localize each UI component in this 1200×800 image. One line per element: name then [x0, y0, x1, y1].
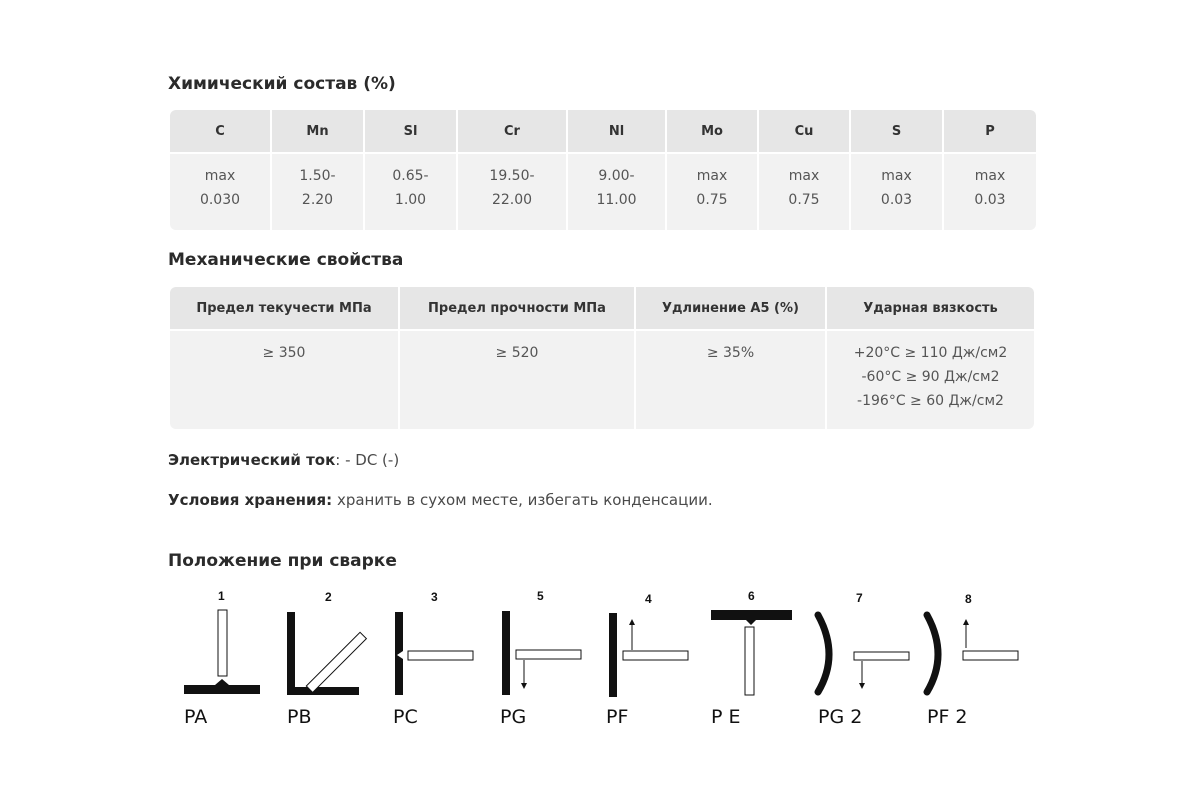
col-header-ni: Nl: [568, 110, 665, 152]
position-pf-icon: [606, 592, 688, 728]
value-mn: [272, 154, 363, 230]
value-line: 1.50-: [299, 168, 336, 184]
position-code: PF: [606, 706, 629, 728]
value-impact: [827, 331, 1034, 429]
chemical-title: Химический состав (%): [168, 74, 396, 94]
value-line: 9.00-: [598, 168, 635, 184]
position-pb-icon: [287, 590, 366, 728]
position-number: 2: [325, 590, 332, 604]
value-line: 11.00: [596, 192, 637, 208]
position-code: P E: [711, 706, 741, 728]
value-s: [851, 154, 942, 230]
col-header-mn: Mn: [272, 110, 363, 152]
position-pg-icon: [500, 589, 581, 728]
value-line: 0.03: [974, 192, 1006, 208]
col-header-tensile: Предел прочности МПа: [400, 287, 634, 329]
position-code: PC: [393, 706, 418, 728]
mechanical-title: Механические свойства: [168, 250, 404, 270]
position-number: 6: [748, 589, 755, 603]
impact-line: -60°C ≥ 90 Дж/см2: [861, 369, 1000, 385]
position-code: PG 2: [818, 706, 863, 728]
position-code: PB: [287, 706, 312, 728]
value-yield: ≥ 350: [170, 331, 398, 429]
position-number: 7: [856, 591, 863, 605]
position-pg2-icon: [818, 591, 909, 728]
value-mo: [667, 154, 757, 230]
col-header-yield: Предел текучести МПа: [170, 287, 398, 329]
value-line: 19.50-: [489, 168, 535, 184]
electric-current-label: Электрический ток: [168, 451, 336, 469]
value-elongation: ≥ 35%: [636, 331, 825, 429]
value-line: 1.00: [394, 192, 427, 208]
position-number: 8: [965, 592, 972, 606]
col-header-impact: Ударная вязкость: [827, 287, 1034, 329]
value-line: max: [696, 168, 728, 184]
col-header-p: P: [944, 110, 1036, 152]
chemical-table: [168, 108, 1038, 232]
value-line: 0.75: [696, 192, 728, 208]
position-code: PG: [500, 706, 527, 728]
value-tensile: ≥ 520: [400, 331, 634, 429]
position-number: 4: [645, 592, 652, 606]
value-line: max: [974, 168, 1006, 184]
electric-current: [168, 451, 399, 469]
col-header-s: S: [851, 110, 942, 152]
value-line: 0.030: [199, 192, 241, 208]
col-header-cr: Cr: [458, 110, 566, 152]
value-line: 2.20: [301, 192, 334, 208]
value-cr: [458, 154, 566, 230]
impact-line: +20°C ≥ 110 Дж/см2: [853, 345, 1008, 361]
col-header-cu: Cu: [759, 110, 849, 152]
col-header-c: C: [170, 110, 270, 152]
chemical-header-row: [170, 110, 1036, 152]
welding-positions-diagram: [170, 580, 1030, 740]
value-p: [944, 154, 1036, 230]
mechanical-table: [168, 285, 1036, 431]
positions-title: Положение при сварке: [168, 551, 397, 571]
chemical-value-row: [170, 154, 1036, 230]
value-line: 0.75: [788, 192, 820, 208]
value-line: max: [204, 168, 236, 184]
position-number: 1: [218, 589, 225, 603]
value-line: 0.03: [880, 192, 913, 208]
value-line: 22.00: [491, 192, 533, 208]
storage-conditions: [168, 491, 713, 509]
col-header-elongation: Удлинение А5 (%): [636, 287, 825, 329]
storage-label: Условия хранения:: [168, 491, 333, 509]
position-number: 5: [537, 589, 544, 603]
position-code: PA: [184, 706, 208, 728]
col-header-mo: Mo: [667, 110, 757, 152]
col-header-si: Sl: [365, 110, 456, 152]
electric-current-value: : - DC (-): [335, 451, 400, 469]
value-line: 0.65-: [392, 168, 429, 184]
impact-line: -196°C ≥ 60 Дж/см2: [857, 393, 1004, 409]
value-line: max: [881, 168, 912, 184]
position-pf2-icon: [927, 592, 1018, 728]
mechanical-value-row: [170, 331, 1034, 429]
value-cu: [759, 154, 849, 230]
mechanical-header-row: [170, 287, 1034, 329]
value-ni: [568, 154, 665, 230]
position-pe-icon: [711, 589, 792, 728]
value-si: [365, 154, 456, 230]
value-c: [170, 154, 270, 230]
position-number: 3: [431, 590, 438, 604]
value-line: max: [788, 168, 820, 184]
position-code: PF 2: [927, 706, 968, 728]
position-pa-icon: [184, 589, 260, 728]
position-pc-icon: [393, 590, 473, 728]
storage-value: хранить в сухом месте, избегать конденсации.: [332, 491, 713, 509]
